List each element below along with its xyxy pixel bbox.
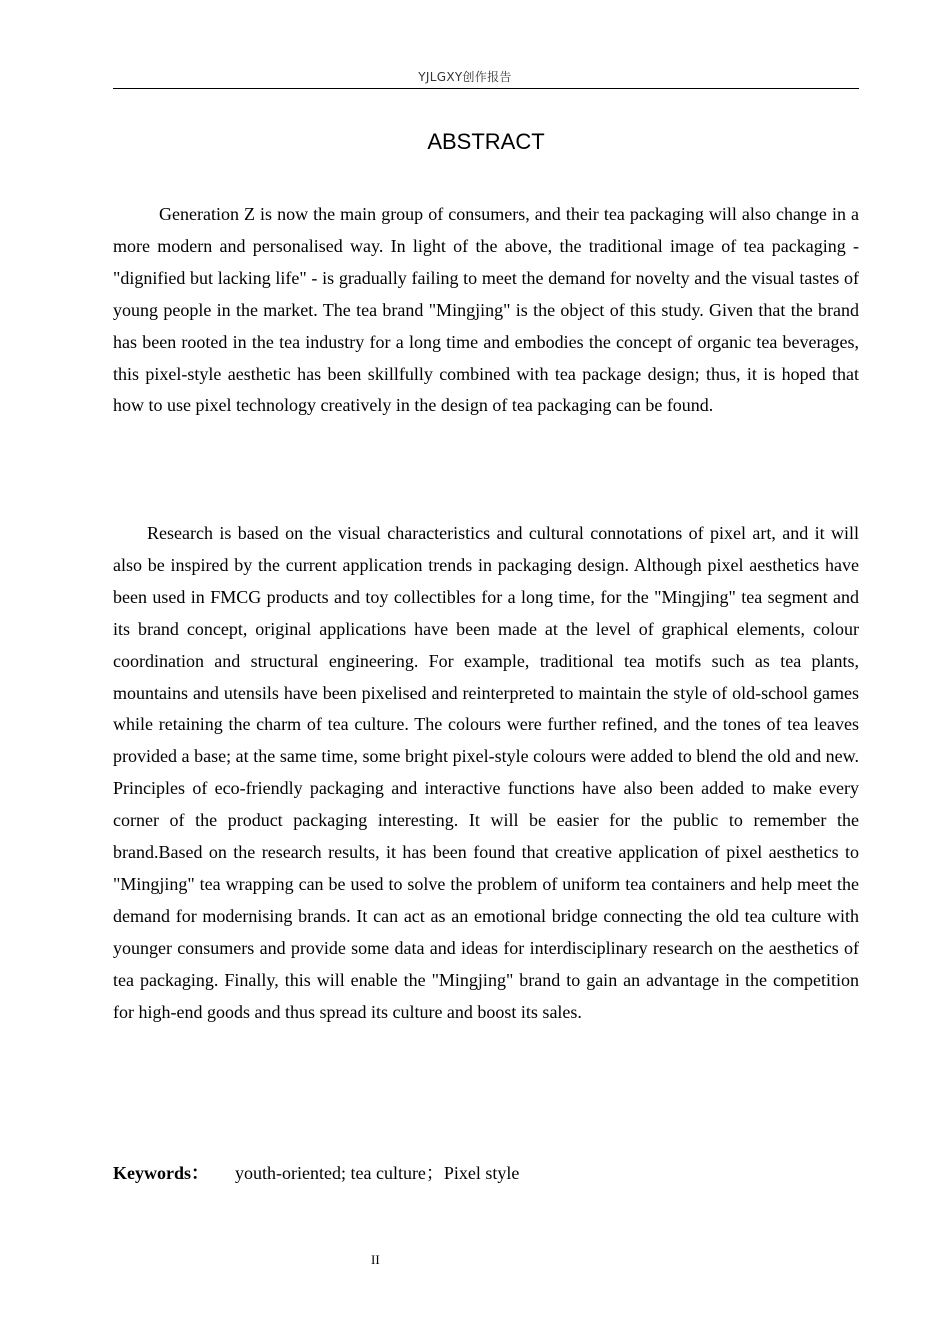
abstract-title: ABSTRACT xyxy=(427,129,545,154)
keywords-line xyxy=(113,1158,859,1188)
running-header: YJLGXY创作报告 xyxy=(418,70,512,84)
page-number: II xyxy=(371,1252,380,1267)
abstract-paragraph-1: Generation Z is now the main group of consumers, and their tea packaging will also change in a more modern and personalised way. In light of the above, the traditional image of tea packaging - "dignified but lacking life" - is gradually failing to meet the demand for novelty and the visual tastes of young people in the market. The tea brand "Mingjing" is the object of this study. Given that the brand has been rooted in the tea industry for a long time and embodies the concept of organic tea beverages, this pixel-style aesthetic has been skillfully combined with tea package design; thus, it is hoped that how to use pixel technology creatively in the design of tea packaging can be found. xyxy=(113,204,859,416)
header-divider xyxy=(113,88,859,89)
abstract-paragraph-2: Research is based on the visual characteristics and cultural connotations of pixel art, and it will also be inspired by the current application trends in packaging design. Although pixel aesthetics have been used in FMCG products and toy collectibles for a long time, for the "Mingjing" tea segment and its brand concept, original applications have been made at the level of graphical elements, colour coordination and structural engineering. For example, traditional tea motifs such as tea plants, mountains and utensils have been pixelised and reinterpreted to maintain the style of old-school games while retaining the charm of tea culture. The colours were further refined, and the tones of tea leaves provided a base; at the same time, some bright pixel-style colours were added to blend the old and new. Principles of eco-friendly packaging and interactive functions have also been added to make every corner of the product packaging interesting. It will be easier for the public to remember the brand.Based on the research results, it has been found that creative application of pixel aesthetics to "Mingjing" tea wrapping can be used to solve the problem of uniform tea containers and help meet the demand for modernising brands. It can act as an emotional bridge connecting the old tea culture with younger consumers and provide some data and ideas for interdisciplinary research on the aesthetics of tea packaging. Finally, this will enable the "Mingjing" brand to gain an advantage in the competition for high-end goods and thus spread its culture and boost its sales. xyxy=(113,523,859,1022)
keywords-label: Keywords： xyxy=(113,1163,209,1183)
keywords-value: youth-oriented; tea culture；Pixel style xyxy=(235,1163,520,1183)
